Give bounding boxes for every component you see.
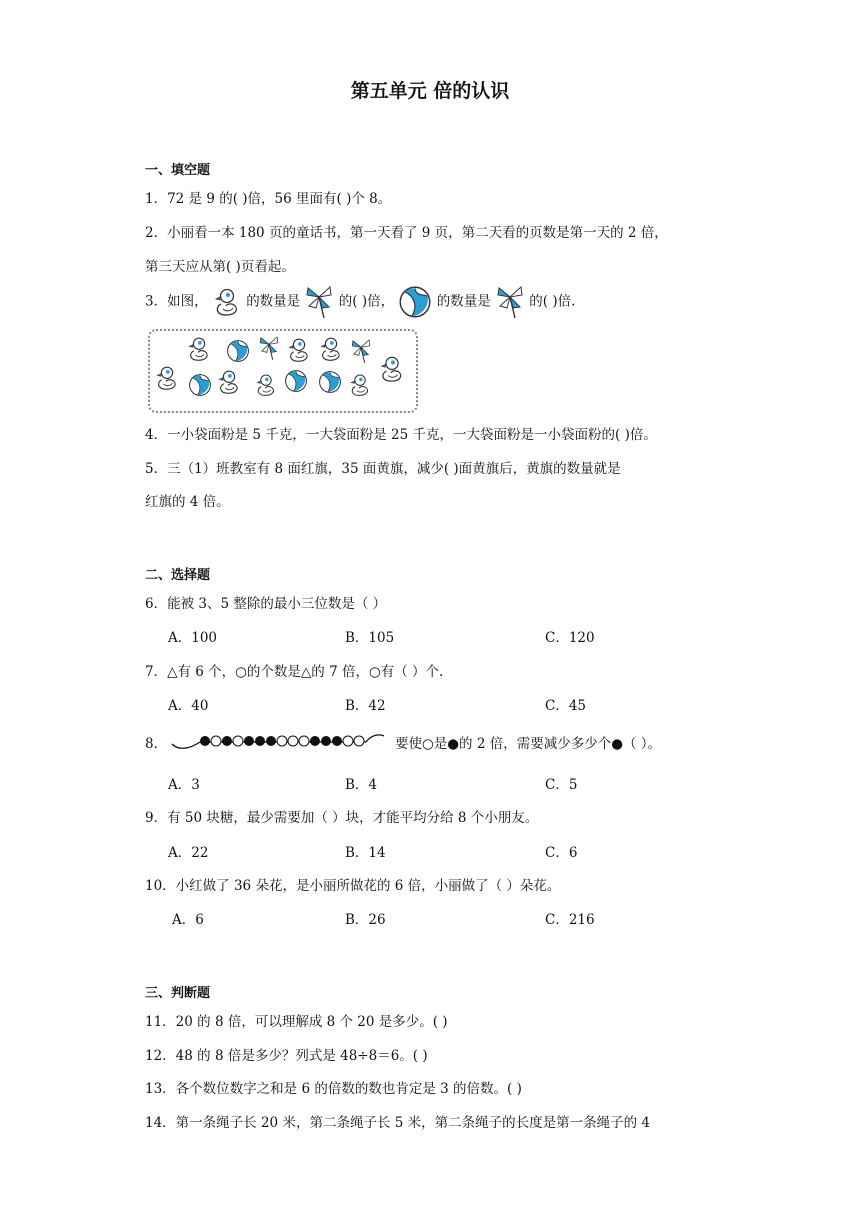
white-bead — [277, 736, 287, 746]
question-6-option-c: C．120 — [545, 630, 595, 646]
white-bead — [343, 736, 353, 746]
duck-icon — [382, 357, 401, 381]
question-10-option-c: C．216 — [545, 912, 595, 928]
question-13: 13．各个数位数字之和是 6 的倍数的数也肯定是 3 的倍数。( ) — [145, 1081, 522, 1097]
ball-icon — [228, 341, 249, 362]
black-bead — [332, 736, 342, 746]
duck-icon — [257, 375, 273, 395]
question-2-line-2: 第三天应从第( )页看起。 — [145, 259, 295, 275]
question-3-text-a: 3．如图， — [145, 293, 208, 310]
page-title: 第五单元 倍的认识 — [350, 80, 510, 102]
ball-icon — [190, 375, 211, 396]
question-10-option-a: A．6 — [172, 912, 204, 928]
black-bead — [266, 736, 276, 746]
question-7-option-a: A．40 — [168, 698, 209, 714]
bead-string-diagram — [170, 728, 390, 756]
question-9-option-a: A．22 — [168, 845, 209, 861]
black-bead — [200, 736, 210, 746]
duck-icon — [157, 367, 175, 389]
question-11: 11．20 的 8 倍，可以理解成 8 个 20 是多少。( ) — [145, 1014, 448, 1030]
question-3-text-b: 的数量是 — [246, 293, 301, 310]
question-7-option-b: B．42 — [345, 698, 386, 714]
question-14: 14．第一条绳子长 20 米，第二条绳子长 5 米，第二条绳子的长度是第一条绳子的 4 — [145, 1115, 650, 1131]
question-7: 7．△有 6 个，○的个数是△的 7 倍，○有（ ）个. — [145, 664, 444, 680]
question-6-option-a: A．100 — [168, 630, 218, 646]
question-8-option-a: A．3 — [168, 777, 200, 793]
question-8 — [145, 732, 167, 752]
question-7-option-c: C．45 — [545, 698, 587, 714]
duck-icon — [289, 339, 307, 361]
white-bead — [233, 736, 243, 746]
question-3-picture — [150, 331, 416, 411]
question-3-text-c: 的( )倍， — [338, 293, 395, 310]
black-bead — [244, 736, 254, 746]
question-3-text-d: 的数量是 — [436, 293, 491, 310]
question-8-option-b: B．4 — [345, 777, 378, 793]
section-true-false: 三、判断题 — [145, 986, 211, 1001]
black-bead — [321, 736, 331, 746]
white-bead — [354, 736, 364, 746]
section-fill-blank: 一、填空题 — [145, 163, 211, 178]
pinwheel-icon — [260, 337, 278, 360]
question-5-line-2: 红旗的 4 倍。 — [145, 494, 230, 510]
pinwheel-icon — [495, 285, 525, 319]
pinwheel-icon — [352, 340, 370, 363]
question-3 — [145, 285, 575, 319]
duck-icon — [219, 371, 237, 393]
question-1: 1．72 是 9 的( )倍，56 里面有( )个 8。 — [145, 191, 392, 207]
question-6: 6．能被 3、5 整除的最小三位数是（ ） — [145, 596, 387, 612]
ball-icon — [286, 371, 307, 392]
question-8-text: 要使○是●的 2 倍，需要减少多少个●（ ）。 — [395, 736, 662, 752]
question-3-text-e: 的( )倍. — [529, 293, 576, 310]
duck-icon — [189, 338, 207, 360]
white-bead — [288, 736, 298, 746]
black-bead — [310, 736, 320, 746]
question-9: 9．有 50 块糖，最少需要加（ ）块，才能平均分给 8 个小朋友。 — [145, 810, 539, 826]
duck-icon — [212, 287, 242, 317]
question-8-option-c: C．5 — [545, 777, 578, 793]
ball-icon — [398, 285, 432, 319]
question-4: 4．一小袋面粉是 5 千克，一大袋面粉是 25 千克，一大袋面粉是一小袋面粉的( )倍。 — [145, 427, 657, 443]
question-6-option-b: B．105 — [345, 630, 395, 646]
question-8-number: 8． — [145, 736, 168, 752]
question-10-option-b: B．26 — [345, 912, 386, 928]
ball-icon — [320, 372, 341, 393]
black-bead — [255, 736, 265, 746]
black-bead — [222, 736, 232, 746]
pinwheel-icon — [304, 285, 334, 319]
duck-icon — [351, 375, 367, 395]
question-3-picture-box — [148, 329, 418, 413]
white-bead — [299, 736, 309, 746]
question-2-line-1: 2．小丽看一本 180 页的童话书，第一天看了 9 页，第二天看的页数是第一天的 2 倍， — [145, 225, 668, 241]
question-5-line-1: 5．三（1）班教室有 8 面红旗，35 面黄旗，减少( )面黄旗后，黄旗的数量就是 — [145, 461, 621, 477]
duck-icon — [321, 338, 339, 360]
question-10: 10．小红做了 36 朵花，是小丽所做花的 6 倍，小丽做了（ ）朵花。 — [145, 878, 561, 894]
question-12: 12．48 的 8 倍是多少？列式是 48÷8＝6。( ) — [145, 1048, 428, 1064]
section-multiple-choice: 二、选择题 — [145, 568, 211, 583]
white-bead — [211, 736, 221, 746]
question-9-option-b: B．14 — [345, 845, 386, 861]
question-9-option-c: C．6 — [545, 845, 578, 861]
